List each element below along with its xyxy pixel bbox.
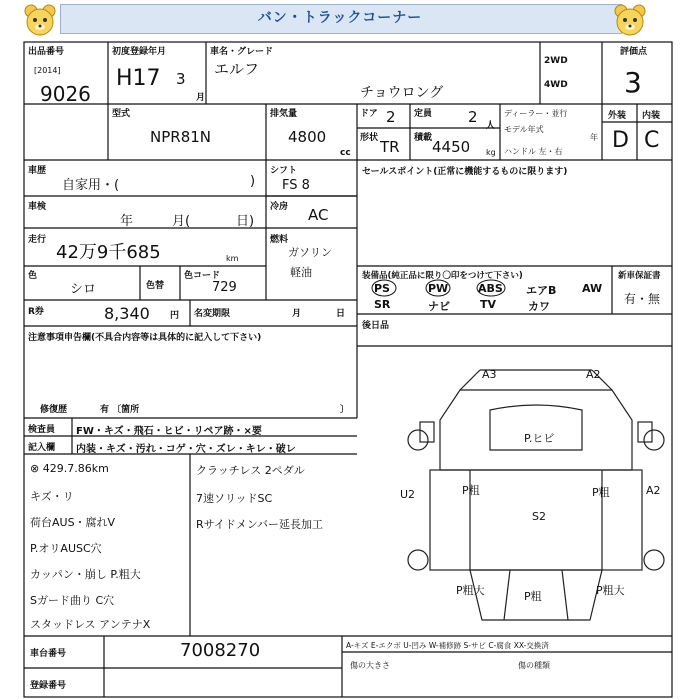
damage-type-label: 傷の種類 — [518, 661, 550, 670]
capacity-value: 2 — [468, 108, 478, 126]
note-right-1: クラッチレス 2ペダル — [196, 464, 305, 477]
shift-value: FS 8 — [282, 178, 310, 193]
cc-label: 排気量 — [270, 109, 298, 119]
ac-label: 冷房 — [270, 202, 289, 212]
mark-s2: S2 — [532, 510, 546, 523]
mark-u2: U2 — [400, 488, 416, 501]
equip-pw: PW — [428, 282, 449, 295]
mark-p-rear-left: P粗大 — [456, 584, 485, 597]
year-unit: 年 — [590, 133, 598, 142]
equip-ps: PS — [374, 282, 390, 295]
registration-label: 登録番号 — [30, 681, 67, 691]
mileage-label: 走行 — [28, 235, 47, 245]
shape-label: 形状 — [360, 133, 379, 143]
drive-4wd: 4WD — [544, 80, 568, 90]
repair-value: 有 〔箇所 — [100, 405, 140, 415]
equip-leather: カワ — [528, 300, 550, 313]
note-left-7: スタッドレス アンテナX — [30, 618, 151, 631]
note-left-6: Sガード曲り C穴 — [30, 594, 115, 607]
lot-number: 9026 — [40, 82, 91, 106]
load-value: 4450 — [432, 138, 471, 156]
equip-sr: SR — [374, 298, 391, 311]
note-right-2: 7速ソリッドSC — [196, 492, 273, 505]
inspector-row-2: 内装・キズ・汚れ・コゲ・穴・ズレ・キレ・破レ — [76, 444, 296, 455]
cc-unit: cc — [340, 148, 351, 158]
inspection-year: 年 — [120, 214, 134, 229]
capacity-unit: 人 — [486, 121, 496, 131]
reg-month: 3 — [176, 70, 186, 88]
color-code-value: 729 — [212, 280, 237, 295]
equip-abs: ABS — [478, 282, 503, 295]
mark-p-left: P粗 — [462, 484, 480, 497]
door-label: ドア — [360, 109, 378, 119]
int-label: 内装 — [642, 111, 661, 121]
ext-label: 外装 — [608, 111, 627, 121]
mark-hibi: P.ヒビ — [524, 432, 555, 445]
score-label: 評価点 — [620, 47, 648, 57]
dealer-label: ディーラー・並行 — [504, 109, 568, 118]
warranty-value: 有・無 — [624, 292, 661, 306]
mileage-value: 42万9千685 — [56, 242, 161, 263]
mark-p-rear-right: P粗大 — [596, 584, 625, 597]
warranty-title: 新車保証書 — [618, 271, 661, 281]
mileage-unit: km — [226, 254, 239, 263]
color-value: シロ — [70, 282, 97, 297]
page-title: バン・トラックコーナー — [257, 10, 423, 26]
mark-a2-right: A2 — [646, 484, 661, 497]
handle-label: ハンドル 左・右 — [504, 147, 563, 156]
name-change-month: 月 — [292, 309, 302, 319]
reg-month-unit: 月 — [196, 93, 206, 103]
year-tag: [2014] — [34, 66, 61, 75]
recycle-label: R券 — [28, 307, 44, 317]
ext-value: D — [612, 128, 629, 153]
fuel-gas: ガソリン — [288, 246, 332, 259]
grade-name: チョウロング — [360, 85, 444, 101]
history-close: ) — [250, 174, 256, 189]
name-change-label: 名変期限 — [194, 309, 231, 319]
mark-a3: A3 — [482, 368, 497, 381]
repair-close: 〕 — [340, 405, 350, 415]
note-right-3: Rサイドメンバー延長加工 — [196, 518, 323, 531]
equipment-title: 装備品(純正品に限り〇印をつけて下さい) — [362, 271, 523, 281]
drive-2wd: 2WD — [544, 56, 568, 66]
name-change-day: 日 — [336, 309, 346, 319]
recycle-unit: 円 — [170, 311, 180, 321]
sales-title: セールスポイント(正常に機能するものに限ります) — [362, 167, 568, 177]
equip-aw: AW — [582, 282, 603, 295]
note-left-2: キズ・リ — [30, 490, 74, 503]
color-label: 色 — [28, 271, 38, 281]
ac-value: AC — [308, 206, 329, 224]
damage-legend: A-キズ E-エクボ U-凹み W-補修跡 S-サビ C-腐食 XX-交換済 — [346, 641, 549, 650]
history-value: 自家用・( — [62, 178, 120, 193]
damage-size-label: 傷の大きさ — [350, 661, 390, 670]
note-left-5: カッパン・崩し P.粗大 — [30, 568, 141, 581]
lot-number-label: 出品番号 — [28, 47, 65, 57]
color-code-label: 色コード — [184, 271, 221, 281]
capacity-label: 定員 — [414, 109, 433, 119]
inspector-label-2: 記入欄 — [28, 443, 56, 453]
color-change-label: 色替 — [146, 281, 165, 291]
note-left-4: P.オリAUSC穴 — [30, 542, 102, 555]
model-year-label: モデル年式 — [504, 125, 544, 134]
cc-value: 4800 — [288, 128, 327, 146]
inspection-label: 車検 — [28, 202, 47, 212]
mark-p-rear: P粗 — [524, 590, 542, 603]
load-label: 積載 — [414, 133, 433, 143]
model-name: エルフ — [214, 60, 260, 78]
note-left-3: 荷台AUS・腐れV — [30, 516, 116, 529]
history-label: 車歴 — [28, 166, 47, 176]
equip-navi: ナビ — [428, 300, 450, 313]
note-left-1: ⊗ 429.7.86km — [30, 462, 109, 475]
reg-date-label: 初度登録年月 — [112, 47, 167, 57]
type-value: NPR81N — [150, 128, 211, 146]
reg-era: H17 — [116, 66, 161, 91]
repair-label: 修復歴 — [40, 405, 68, 415]
notes-title: 注意事項申告欄(不具合内容等は具体的に記入して下さい) — [28, 333, 262, 343]
mark-a2-top: A2 — [586, 368, 601, 381]
fuel-diesel: 軽油 — [290, 266, 312, 279]
inspector-label-1: 検査員 — [28, 425, 56, 435]
inspector-row-1: FW・キズ・飛石・ヒビ・リペア跡・×要 — [76, 426, 262, 437]
type-label: 型式 — [112, 109, 131, 119]
shape-value: TR — [380, 138, 400, 156]
mark-p-right: P粗 — [592, 486, 610, 499]
chassis-label: 車台番号 — [30, 649, 67, 659]
equipment-circles — [362, 278, 562, 298]
inspection-day: 日) — [236, 214, 255, 229]
load-unit: kg — [486, 148, 496, 157]
score-value: 3 — [624, 66, 642, 99]
recycle-value: 8,340 — [104, 304, 150, 323]
door-value: 2 — [386, 108, 396, 126]
fuel-label: 燃料 — [270, 235, 289, 245]
model-label: 車名・グレード — [210, 47, 274, 57]
inspection-month: 月( — [172, 214, 191, 229]
equip-tv: TV — [480, 298, 497, 311]
int-value: C — [644, 128, 660, 153]
equip-airbag: エアB — [526, 284, 557, 297]
rear-items-label: 後日品 — [362, 321, 390, 331]
shift-label: シフト — [270, 166, 298, 176]
chassis-value: 7008270 — [180, 640, 261, 661]
